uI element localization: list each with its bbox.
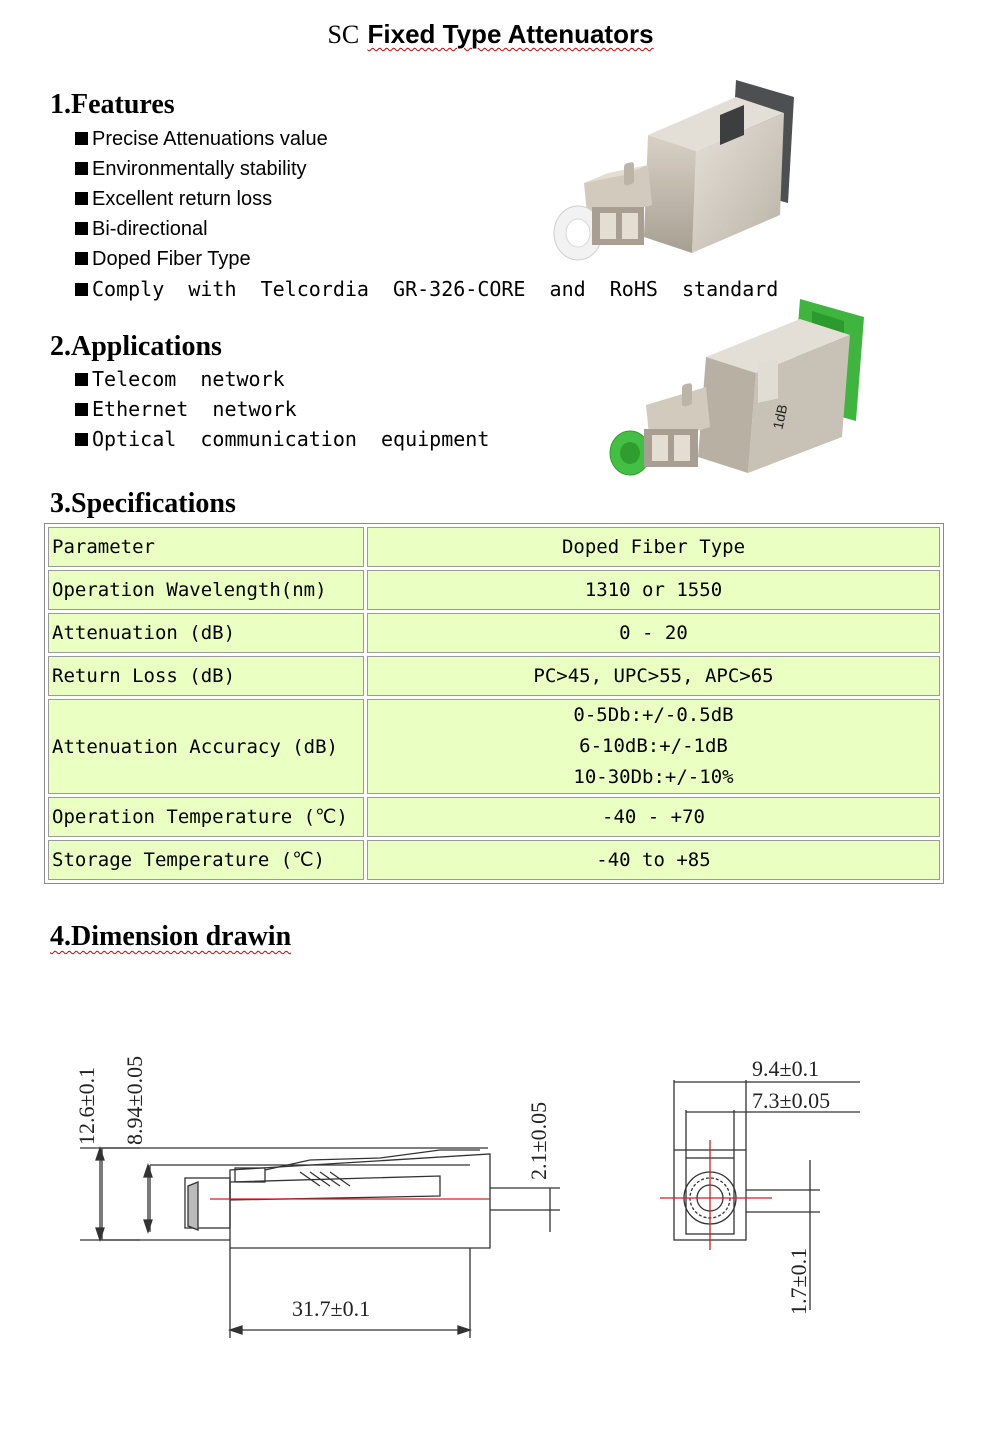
table-row: [48, 840, 940, 880]
list-item: [75, 364, 489, 394]
accuracy-line: 6-10dB:+/-1dB: [579, 735, 728, 757]
table-row: [48, 527, 940, 567]
application-text: Ethernet network: [92, 397, 297, 421]
table-cell: Doped Fiber Type: [367, 527, 940, 567]
feature-text: Bi-directional: [92, 218, 208, 240]
feature-text: Environmentally stability: [92, 158, 307, 180]
attenuator-grey-image: [548, 75, 798, 265]
dimension-heading-text: 4.Dimension drawin: [50, 921, 292, 952]
table-cell: -40 - +70: [367, 797, 940, 837]
application-text: Telecom network: [92, 367, 285, 391]
table-cell: [367, 699, 940, 794]
square-bullet-icon: [75, 222, 88, 235]
table-cell: 1310 or 1550: [367, 570, 940, 610]
features-heading: 1.Features: [50, 89, 175, 120]
applications-heading: 2.Applications: [50, 331, 222, 362]
square-bullet-icon: [75, 162, 88, 175]
square-bullet-icon: [75, 252, 88, 265]
specifications-table: [44, 523, 944, 884]
table-row: [48, 613, 940, 653]
dim-label: 1.7±0.1: [786, 1247, 811, 1315]
dimension-drawing: [60, 1000, 880, 1360]
list-item: [75, 424, 489, 454]
square-bullet-icon: [75, 283, 88, 296]
square-bullet-icon: [75, 192, 88, 205]
table-cell: Operation Wavelength(nm): [48, 570, 364, 610]
table-cell: 0 - 20: [367, 613, 940, 653]
accuracy-line: 0-5Db:+/-0.5dB: [573, 704, 734, 726]
dim-label: 31.7±0.1: [292, 1296, 371, 1321]
feature-text: Excellent return loss: [92, 188, 273, 210]
list-item: [75, 394, 489, 424]
table-cell: PC>45, UPC>55, APC>65: [367, 656, 940, 696]
table-cell: Attenuation (dB): [48, 613, 364, 653]
feature-text: Comply with Telcordia GR-326-CORE and RoHS standard: [92, 277, 779, 301]
feature-text: Doped Fiber Type: [92, 248, 251, 270]
table-cell: Parameter: [48, 527, 364, 567]
applications-list: [75, 364, 489, 454]
table-cell: Attenuation Accuracy (dB): [48, 699, 364, 794]
table-cell: Return Loss (dB): [48, 656, 364, 696]
dim-label: 8.94±0.05: [122, 1055, 147, 1145]
dim-label: 12.6±0.1: [74, 1066, 99, 1145]
square-bullet-icon: [75, 132, 88, 145]
application-text: Optical communication equipment: [92, 427, 490, 451]
title-main: Fixed Type Attenuators: [367, 19, 654, 49]
dim-label: 2.1±0.05: [526, 1101, 551, 1180]
accuracy-line: 10-30Db:+/-10%: [573, 766, 734, 788]
square-bullet-icon: [75, 403, 88, 416]
page-title: [0, 16, 981, 53]
square-bullet-icon: [75, 373, 88, 386]
table-cell: Storage Temperature (℃): [48, 840, 364, 880]
table-row: [48, 699, 940, 794]
feature-text: Precise Attenuations value: [92, 128, 328, 150]
table-row: [48, 797, 940, 837]
table-row: [48, 570, 940, 610]
dim-label: 9.4±0.1: [752, 1056, 820, 1081]
table-row: [48, 656, 940, 696]
title-prefix: SC: [327, 20, 360, 49]
table-cell: Operation Temperature (℃): [48, 797, 364, 837]
square-bullet-icon: [75, 433, 88, 446]
specifications-heading: 3.Specifications: [50, 488, 236, 519]
dimension-heading: [50, 920, 291, 954]
dim-label: 7.3±0.05: [752, 1088, 831, 1113]
attenuator-green-image: [606, 295, 868, 480]
green-label-text: 1dB: [769, 402, 791, 431]
table-cell: -40 to +85: [367, 840, 940, 880]
